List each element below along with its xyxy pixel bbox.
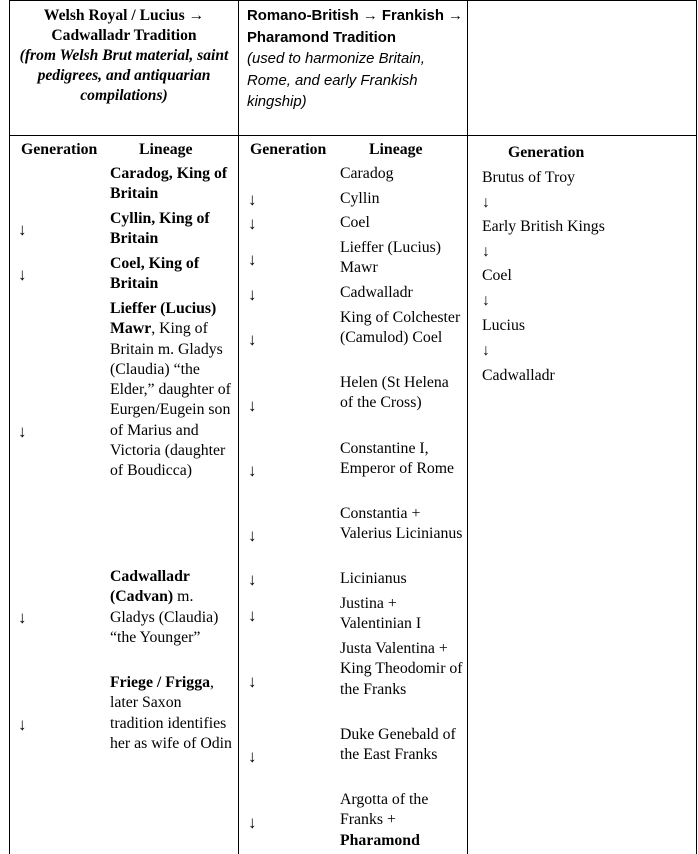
down-arrow-icon: ↓ [18,220,27,239]
column-1-header [10,6,238,106]
col3-item: Coel [482,267,512,284]
down-arrow-icon: ↓ [248,813,257,832]
col2-lineage-heading: Lineage [369,141,423,158]
down-arrow-icon: ↓ [482,292,490,309]
col3-generation-heading: Generation [508,144,585,161]
down-arrow-icon: ↓ [482,243,490,260]
column-2-title: Romano-British → Frankish → Pharamond Tradition [247,8,463,46]
col1-entry: Lieffer (Lucius) Mawr, King of Britain m. Gladys (Claudia) “the Elder,” daughter of Eurgen/Eugein son of Marius and Victoria (daughter of Boudicca) [110,300,231,480]
col2-entry: Cyllin [340,190,380,207]
col2-entry: Cadwalladr [340,284,413,301]
column-2-header [247,6,465,114]
col2-entry: Caradog [340,165,394,182]
down-arrow-icon: ↓ [18,422,27,441]
table-border-left [9,0,10,854]
column-1-subtitle: (from Welsh Brut material, saint pedigrees, and antiquarian compilations) [19,47,229,104]
col3-item: Brutus of Troy [482,169,576,186]
down-arrow-icon: ↓ [248,330,257,349]
col2-entry: Coel [340,214,370,231]
header-divider [9,135,697,136]
col2-entry: Duke Genebald of the East Franks [340,726,456,764]
down-arrow-icon: ↓ [248,190,257,209]
col1-entry: Friege / Frigga, later Saxon tradition identifies her as wife of Odin [110,674,232,752]
col2-entry: Constantia + Valerius Licinianus [340,505,463,543]
down-arrow-icon: ↓ [248,747,257,766]
down-arrow-icon: ↓ [18,608,27,627]
down-arrow-icon: ↓ [248,570,257,589]
col2-entry: Lieffer (Lucius) Mawr [340,239,442,277]
down-arrow-icon: ↓ [248,526,257,545]
col1-entry: Caradog, King of Britain [110,165,228,203]
col1-entry: Cyllin, King of Britain [110,210,210,248]
col3-item: Early British Kings [482,218,605,235]
table-border-top [9,0,697,1]
col3-item: Lucius [482,317,525,334]
col2-entry: Licinianus [340,570,407,587]
col2-entry: King of Colchester (Camulod) Coel [340,309,461,347]
col2-generation-heading: Generation [250,141,327,158]
down-arrow-icon: ↓ [248,461,257,480]
down-arrow-icon: ↓ [18,265,27,284]
down-arrow-icon: ↓ [482,194,490,211]
column-2-subtitle: (used to harmonize Britain, Rome, and early Frankish kingship) [247,51,425,110]
col1-entry: Cadwalladr (Cadvan) m. Gladys (Claudia) “the Younger” [110,568,219,646]
down-arrow-icon: ↓ [248,250,257,269]
down-arrow-icon: ↓ [248,214,257,233]
col1-entry: Coel, King of Britain [110,255,200,293]
col1-lineage-heading: Lineage [139,141,193,158]
table-divider-1 [238,0,239,854]
down-arrow-icon: ↓ [482,342,490,359]
down-arrow-icon: ↓ [248,396,257,415]
col2-entry: Constantine I, Emperor of Rome [340,440,455,478]
col1-generation-heading: Generation [21,141,98,158]
down-arrow-icon: ↓ [248,285,257,304]
col2-entry: Justina + Valentinian I [340,595,422,633]
table-divider-2 [467,0,468,854]
down-arrow-icon: ↓ [248,672,257,691]
table-border-right [696,0,697,854]
col3-item: Cadwalladr [482,367,555,384]
col2-entry: Helen (St Helena of the Cross) [340,374,449,412]
col2-entry: Argotta of the Franks + Pharamond [340,791,429,849]
col2-entry: Justa Valentina + King Theodomir of the Franks [340,640,463,698]
down-arrow-icon: ↓ [18,715,27,734]
down-arrow-icon: ↓ [248,606,257,625]
column-1-title: Welsh Royal / Lucius → Cadwalladr Tradition [43,7,205,44]
